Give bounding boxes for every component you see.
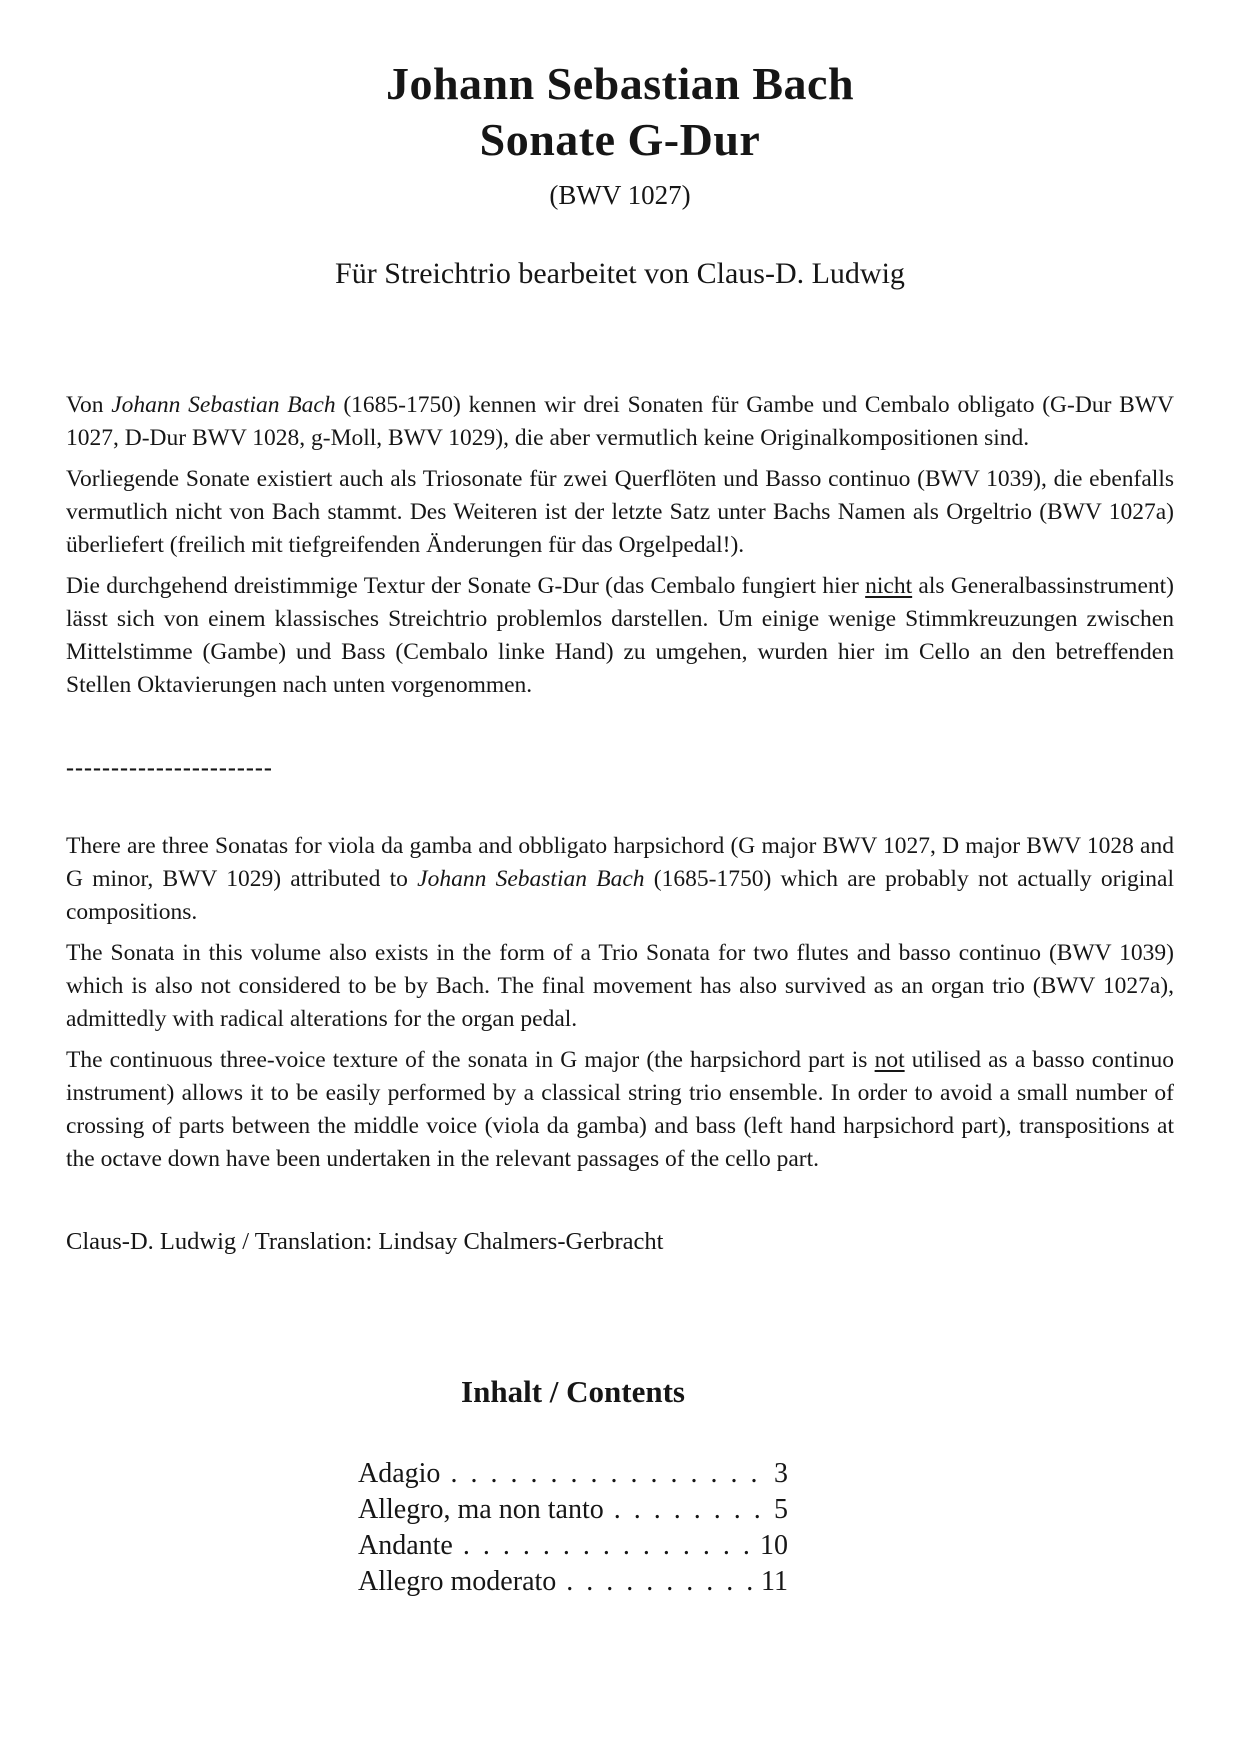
text-segment: Johann Sebastian Bach bbox=[417, 866, 645, 892]
work-title: Sonate G-Dur bbox=[479, 114, 761, 165]
text-segment: Johann Sebastian Bach bbox=[111, 392, 336, 418]
title-block bbox=[0, 0, 1240, 291]
arrangement-subtitle: Für Streichtrio bearbeitet von Claus-D. Ludwig bbox=[335, 257, 905, 290]
text-segment: Von bbox=[66, 392, 112, 418]
toc-page-number: 5 bbox=[774, 1494, 788, 1525]
text-segment: als Generalbassinstrument) lässt sich von einem klassisches Streichtrio problemlos darstellen. Um einige wenige Stimmkreuzungen zwischen Mittelstimme (Gambe) und Bass (Cembalo linke Hand) zu umgehen, wurden hier im Cello an den betreffenden Stellen Oktavierungen nach unten vorgenommen. bbox=[66, 573, 1174, 698]
toc-movement-label: Allegro, ma non tanto bbox=[358, 1494, 604, 1525]
toc-page-number: 3 bbox=[774, 1458, 788, 1489]
text-segment: The continuous three-voice texture of the sonata in G major (the harpsichord part is bbox=[66, 1047, 875, 1073]
contents-list bbox=[358, 1456, 788, 1600]
text-segment: not bbox=[874, 1047, 905, 1073]
toc-movement-label: Andante bbox=[358, 1530, 453, 1561]
toc-dot-leader bbox=[463, 1528, 758, 1564]
bwv-number: (BWV 1027) bbox=[549, 180, 691, 210]
composer-title: Johann Sebastian Bach bbox=[385, 58, 855, 109]
paragraph bbox=[66, 937, 1174, 1036]
text-segment: (1685-1750) which are probably not actually original compositions. bbox=[66, 866, 1174, 925]
text-segment: nicht bbox=[865, 573, 913, 599]
toc-row bbox=[358, 1456, 788, 1492]
text-segment: Die durchgehend dreistimmige Textur der Sonate G-Dur (das Cembalo fungiert hier bbox=[66, 573, 866, 599]
toc-row bbox=[358, 1492, 788, 1528]
toc-page-number: 10 bbox=[760, 1530, 788, 1561]
toc-dot-leader bbox=[614, 1492, 772, 1528]
paragraph bbox=[66, 570, 1174, 702]
german-preface bbox=[66, 389, 1174, 702]
paragraph bbox=[66, 463, 1174, 562]
contents-heading: Inhalt / Contents bbox=[461, 1374, 685, 1409]
paragraph bbox=[66, 1044, 1174, 1176]
text-segment: The Sonata in this volume also exists in the form of a Trio Sonata for two flutes and basso continuo (BWV 1039) which is also not considered to be by Bach. The final movement has also survived as an organ trio (BWV 1027a), admittedly with radical alterations for the organ pedal. bbox=[66, 940, 1174, 1032]
paragraph bbox=[66, 389, 1174, 455]
toc-row bbox=[358, 1528, 788, 1564]
toc-page-number: 11 bbox=[761, 1566, 788, 1597]
toc-dot-leader bbox=[566, 1564, 759, 1600]
contents-section bbox=[358, 1374, 788, 1600]
toc-movement-label: Allegro moderato bbox=[358, 1566, 557, 1597]
toc-dot-leader bbox=[450, 1456, 772, 1492]
credit-line: Claus-D. Ludwig / Translation: Lindsay Chalmers-Gerbracht bbox=[66, 1228, 664, 1255]
text-segment: There are three Sonatas for viola da gamba and obbligato harpsichord (G major BWV 1027, D major BWV 1028 and G minor, BWV 1029) attributed to bbox=[66, 833, 1174, 892]
text-segment: utilised as a basso continuo instrument) allows it to be easily performed by a classical string trio ensemble. In order to avoid a small number of crossing of parts between the middle voice (viola da gamba) and bass (left hand harpsichord part), transpositions at the octave down have been undertaken in the relevant passages of the cello part. bbox=[66, 1047, 1174, 1172]
toc-movement-label: Adagio bbox=[358, 1458, 441, 1489]
text-segment: (1685-1750) kennen wir drei Sonaten für Gambe und Cembalo obligato (G-Dur BWV 1027, D-Dur BWV 1028, g-Moll, BWV 1029), die aber vermutlich keine Originalkompositionen sind. bbox=[66, 392, 1174, 451]
english-preface bbox=[66, 830, 1174, 1176]
paragraph bbox=[66, 830, 1174, 929]
dashed-separator: ----------------------- bbox=[66, 755, 273, 781]
toc-row bbox=[358, 1564, 788, 1600]
text-segment: Vorliegende Sonate existiert auch als Triosonate für zwei Querflöten und Basso continuo (BWV 1039), die ebenfalls vermutlich nicht von Bach stammt. Des Weiteren ist der letzte Satz unter Bachs Namen als Orgeltrio (BWV 1027a) überliefert (freilich mit tiefgreifenden Änderungen für das Orgelpedal!). bbox=[66, 466, 1174, 558]
